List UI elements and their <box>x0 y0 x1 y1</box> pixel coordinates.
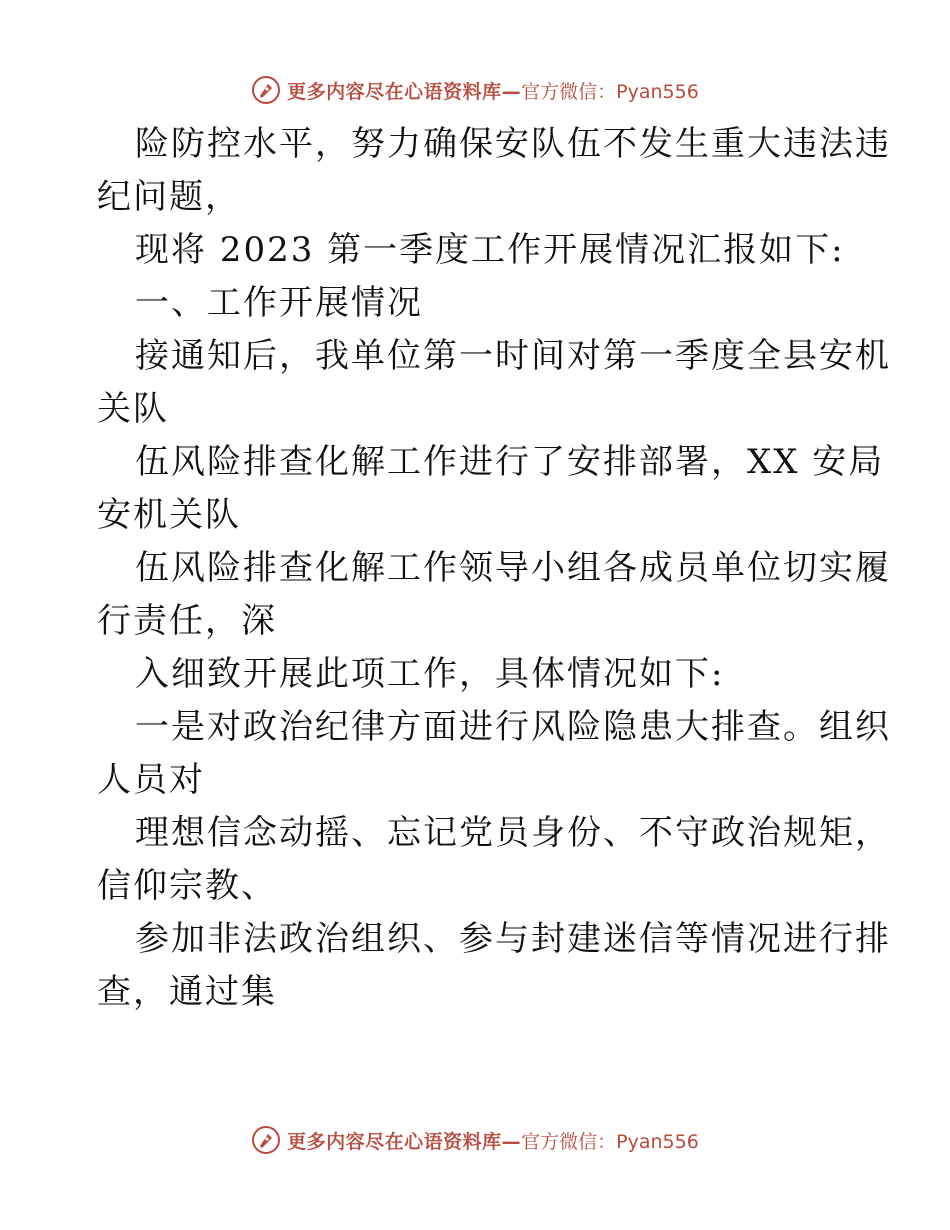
header-watermark <box>0 70 950 110</box>
text-line: 行责任，深 <box>97 601 277 641</box>
text-line: 理想信念动摇、忘记党员身份、不守政治规矩， <box>135 813 891 853</box>
text-line: 信仰宗教、 <box>97 866 277 906</box>
text-line: 参加非法政治组织、参与封建迷信等情况进行排 <box>135 919 891 959</box>
text-line: 入细致开展此项工作，具体情况如下: <box>135 654 725 694</box>
header-wechat: 官方微信：Pyan556 <box>521 80 699 103</box>
pen-nib-logo-icon <box>251 1125 281 1155</box>
text-line: 关队 <box>97 389 169 429</box>
footer-wechat: 官方微信：Pyan556 <box>521 1130 699 1153</box>
text-line: 安机关队 <box>97 495 241 535</box>
text-line: 人员对 <box>97 760 205 800</box>
pen-nib-logo-icon <box>251 75 281 105</box>
text-line: 伍风险排查化解工作进行了安排部署，XX 安局 <box>135 442 885 482</box>
text-line: 险防控水平，努力确保安队伍不发生重大违法违 <box>135 124 891 164</box>
text-line: 一是对政治纪律方面进行风险隐患大排查。组织 <box>135 707 891 747</box>
text-line: 接通知后，我单位第一时间对第一季度全县安机 <box>135 336 891 376</box>
text-line: 伍风险排查化解工作领导小组各成员单位切实履 <box>135 548 891 588</box>
document-body <box>97 118 891 1019</box>
text-line: 一、工作开展情况 <box>135 283 423 323</box>
header-slogan: 更多内容尽在心语资料库— <box>287 80 522 103</box>
footer-slogan: 更多内容尽在心语资料库— <box>287 1130 522 1153</box>
text-line: 现将 2023 第一季度工作开展情况汇报如下: <box>135 230 845 270</box>
footer-watermark <box>0 1120 950 1160</box>
text-line: 纪问题， <box>97 177 241 217</box>
text-line: 查，通过集 <box>97 972 277 1012</box>
